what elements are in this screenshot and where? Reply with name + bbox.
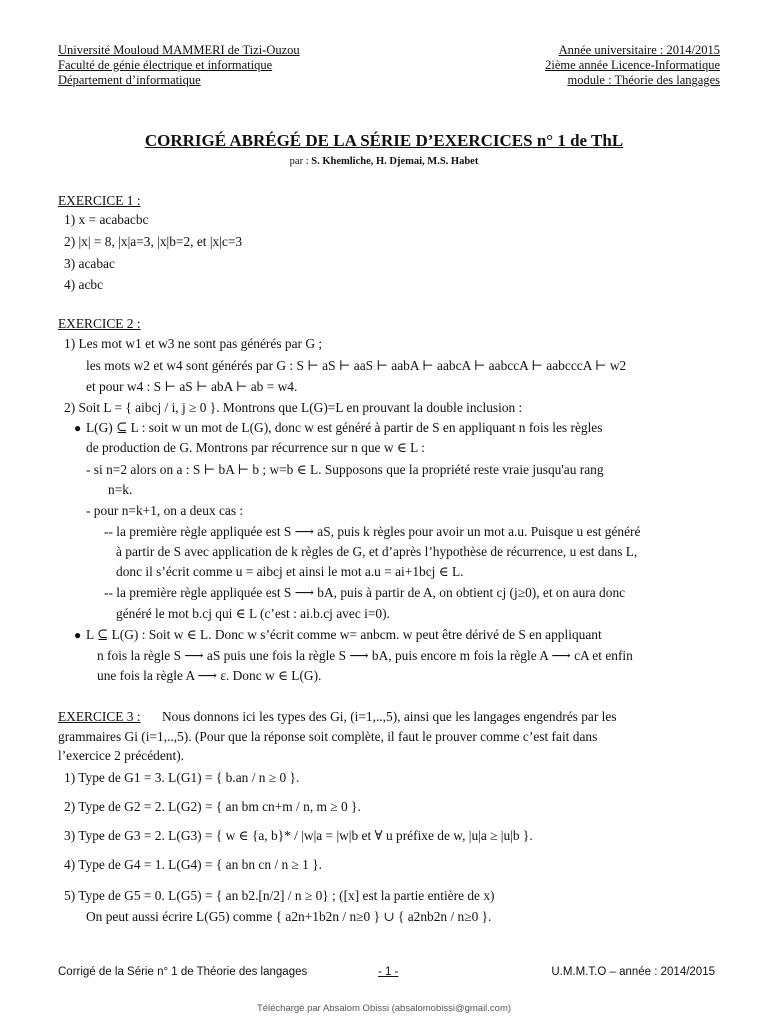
ex2-line-1: 1) Les mot w1 et w3 ne sont pas générés par G ;: [64, 336, 323, 351]
ex2-line-9: - pour n=k+1, on a deux cas :: [86, 503, 244, 518]
ex3-item-1: 1) Type de G1 = 3. L(G1) = { b.an / n ≥ 0 }.: [64, 770, 300, 785]
ex2-line-6: de production de G. Montrons par récurrence sur n que w ∈ L :: [86, 440, 425, 455]
ex2-line-10: -- la première règle appliquée est S ⟶ aS, puis k règles pour avoir un mot a.u. Puisque u est généré: [104, 524, 641, 539]
ex1-item-4: 4) acbc: [64, 277, 104, 292]
page-number: - 1 -: [378, 966, 399, 978]
ex1-item-1: 1) x = acabacbc: [64, 212, 149, 227]
ex2-bullet-1: [74, 420, 81, 436]
ex3-intro-1: Nous donnons ici les types des Gi, (i=1,..,5), ainsi que les langages engendrés par les: [162, 709, 617, 724]
ex2-line-15: L ⊆ L(G) : Soit w ∈ L. Donc w s’écrit comme w= anbcm. w peut être dérivé de S en appliquant: [86, 627, 602, 642]
ex3-item-4: 4) Type de G4 = 1. L(G4) = { an bn cn / n ≥ 1 }.: [64, 857, 322, 872]
ex1-item-2: 2) |x| = 8, |x|a=3, |x|b=2, et |x|c=3: [64, 234, 243, 249]
ex3-item-3: 3) Type de G3 = 2. L(G3) = { w ∈ {a, b}* / |w|a = |w|b et ∀ u préfixe de w, |u|a ≥ |u|b }.: [64, 828, 533, 843]
exercise-2-heading: EXERCICE 2 :: [58, 316, 141, 331]
bullet-icon: ●: [74, 421, 82, 435]
academic-year: Année universitaire : 2014/2015: [558, 43, 720, 57]
authors-names: S. Khemliche, H. Djemai, M.S. Habet: [311, 156, 479, 167]
download-note: Téléchargé par Absalom Obissi (absalomobissi@gmail.com): [256, 1003, 512, 1014]
ex2-line-17: une fois la règle A ⟶ ε. Donc w ∈ L(G).: [97, 668, 322, 683]
university-name: Université Mouloud MAMMERI de Tizi-Ouzou: [58, 43, 300, 57]
ex2-line-7: - si n=2 alors on a : S ⊢ bA ⊢ b ; w=b ∈ L. Supposons que la propriété reste vraie jusqu'au rang: [86, 462, 604, 477]
ex3-intro-2: grammaires Gi (i=1,..,5). (Pour que la réponse soit complète, il faut le prouver comme c’est fait dans: [58, 729, 598, 744]
ex3-item-5: 5) Type de G5 = 0. L(G5) = { an b2.[n/2] / n ≥ 0} ; ([x] est la partie entière de x): [64, 888, 495, 903]
page-title: CORRIGÉ ABRÉGÉ DE LA SÉRIE D’EXERCICES n° 1 de ThL: [144, 131, 624, 150]
ex2-line-4: 2) Soit L = { aibcj / i, j ≥ 0 }. Montrons que L(G)=L en prouvant la double inclusion :: [64, 400, 523, 415]
program-level: 2ième année Licence-Informatique: [545, 58, 720, 72]
faculty-name: Faculté de génie électrique et informatique: [58, 58, 273, 72]
footer-university-year: U.M.M.T.O – année : 2014/2015: [551, 966, 715, 978]
ex2-line-2: les mots w2 et w4 sont générés par G : S ⊢ aS ⊢ aaS ⊢ aabA ⊢ aabcA ⊢ aabccA ⊢ aabcccA ⊢ w2: [86, 358, 627, 373]
ex2-line-11: à partir de S avec application de k règles de G, et d’après l’hypothèse de récurrence, u est dans L,: [116, 544, 638, 559]
footer-course: Corrigé de la Série n° 1 de Théorie des langages: [58, 966, 308, 978]
ex2-line-14: généré le mot b.cj qui ∈ L (c’est : ai.b.cj avec i=0).: [116, 606, 390, 621]
ex2-line-3: et pour w4 : S ⊢ aS ⊢ abA ⊢ ab = w4.: [86, 379, 298, 394]
module-name: module : Théorie des langages: [567, 73, 720, 87]
ex3-intro-3: l’exercice 2 précédent).: [58, 748, 185, 763]
ex3-item-2: 2) Type de G2 = 2. L(G2) = { an bm cn+m / n, m ≥ 0 }.: [64, 799, 361, 814]
ex2-line-13: -- la première règle appliquée est S ⟶ bA, puis à partir de A, on obtient cj (j≥0), et on aura donc: [104, 585, 626, 600]
ex2-bullet-2: [74, 627, 81, 643]
ex2-line-16: n fois la règle S ⟶ aS puis une fois la règle S ⟶ bA, puis encore m fois la règle A ⟶ cA et enfin: [97, 648, 633, 663]
ex1-item-3: 3) acabac: [64, 256, 115, 271]
department-name: Département d’informatique: [58, 73, 201, 87]
authors-prefix: par :: [289, 156, 312, 167]
ex2-line-5: L(G) ⊆ L : soit w un mot de L(G), donc w est généré à partir de S en appliquant n fois les règles: [86, 420, 603, 435]
bullet-icon: ●: [74, 628, 82, 642]
authors-line: [0, 156, 768, 167]
ex2-line-12: donc il s’écrit comme u = aibcj et ainsi le mot a.u = ai+1bcj ∈ L.: [116, 564, 464, 579]
exercise-3-heading: EXERCICE 3 :: [58, 709, 141, 724]
exercise-1-heading: EXERCICE 1 :: [58, 193, 141, 208]
ex3-item-6: On peut aussi écrire L(G5) comme { a2n+1b2n / n≥0 } ∪ { a2nb2n / n≥0 }.: [86, 909, 492, 924]
ex2-line-8: n=k.: [108, 482, 133, 497]
